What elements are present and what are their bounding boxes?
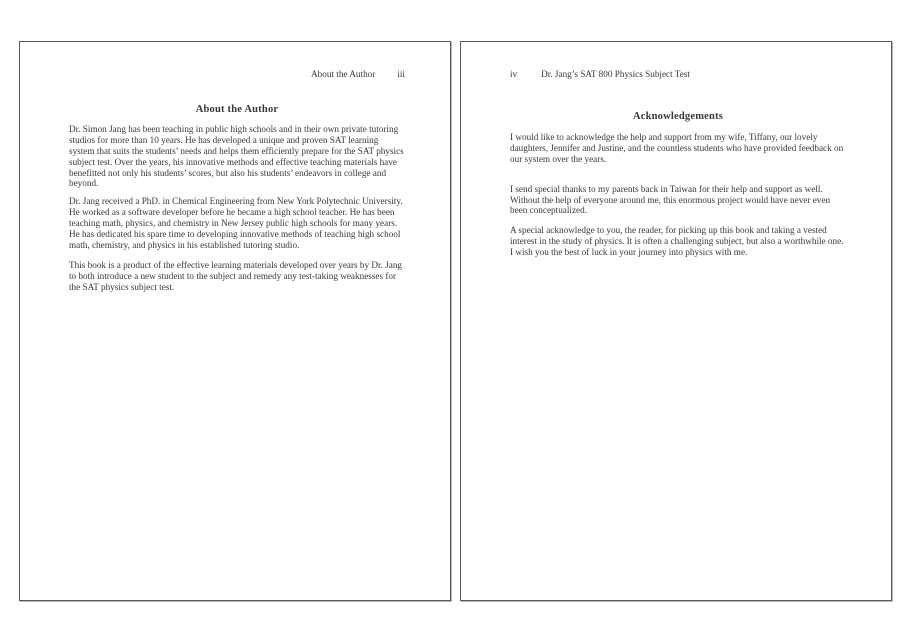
right-page <box>460 41 892 601</box>
about-the-author-heading: About the Author <box>195 103 279 115</box>
about-paragraph-2: Dr. Jang received a PhD. in Chemical Engineering from New York Polytechnic University. He worked as a software developer before he became a high school teacher. He has been teaching math, physics, and chemistry in New Jersey public high schools for many years. He has dedicated his spare time to developing innovative methods of teaching high school math, chemistry, and physics in his established tutoring studio. <box>69 196 403 250</box>
page-number-iv: iv <box>510 69 518 79</box>
running-header-title: About the Author <box>311 69 376 79</box>
left-page <box>19 41 451 601</box>
page-number-iii: iii <box>397 69 405 79</box>
right-running-header <box>510 69 846 80</box>
about-paragraph-1: Dr. Simon Jang has been teaching in public high schools and in their own private tutoring studios for more than 10 years. He has developed a unique and proven SAT learning system that suits the students’ needs and helps them efficiently prepare for the SAT physics subject test. Over the years, his innovative methods and effective teaching materials have benefitted not only his students’ scores, but also his students’ endeavors in college and beyond. <box>69 123 404 189</box>
acknowledgements-paragraph-3: A special acknowledge to you, the reader, for picking up this book and taking a vested interest in the study of physics. It is often a challenging subject, but also a worthwhile one. I wish you the best of luck in your journey into physics with me. <box>510 225 844 258</box>
acknowledgements-paragraph-1: I would like to acknowledge the help and support from my wife, Tiffany, our lovely daughters, Jennifer and Justine, and the countless students who have provided feedback on our system over the years. <box>510 131 844 164</box>
running-header-book-title: Dr. Jang’s SAT 800 Physics Subject Test <box>541 69 690 79</box>
acknowledgements-paragraph-2: I send special thanks to my parents back in Taiwan for their help and support as well. Without the help of everyone around me, this enormous project would have never even been conceptualized. <box>510 183 831 216</box>
about-paragraph-3: This book is a product of the effective learning materials developed over years by Dr. Jang to both introduce a new student to the subject and remedy any test-taking weaknesses for the SAT physics subject test. <box>69 259 403 292</box>
left-running-header <box>69 69 405 80</box>
acknowledgements-heading: Acknowledgements <box>632 110 724 122</box>
